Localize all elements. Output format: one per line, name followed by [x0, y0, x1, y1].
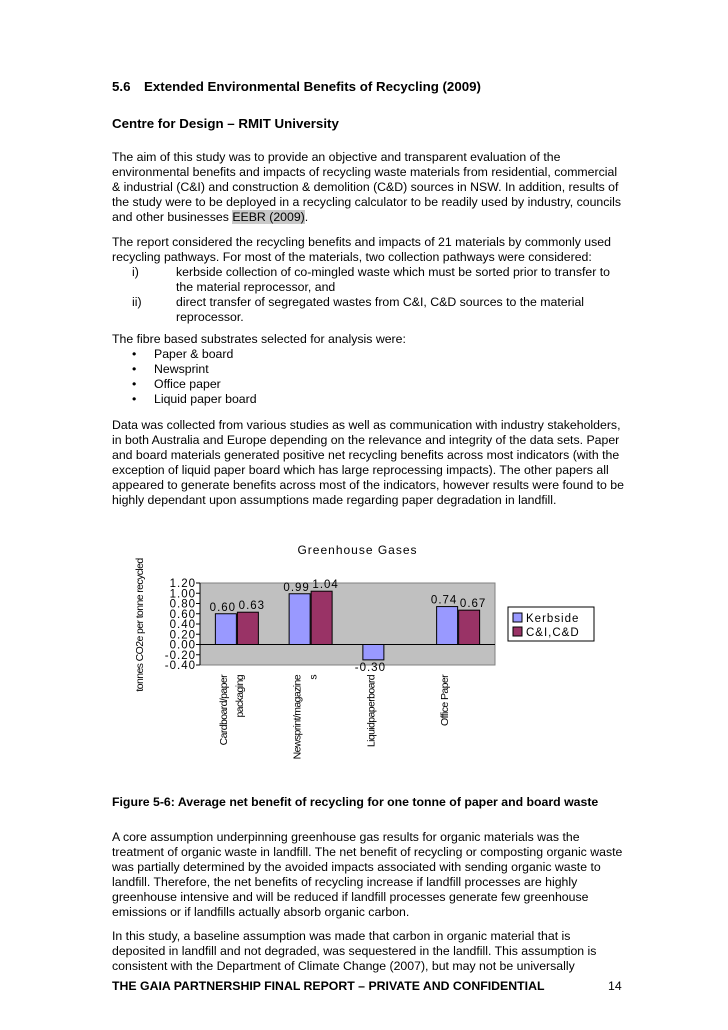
data-label: -0.30 — [354, 661, 386, 674]
paragraph-assumption: A core assumption underpinning greenhouse gas results for organic materials was the treatment of organic waste in landfill. The net benefit of recycling or composting organic waste was partially determined by the avoided impacts associated with sending organic waste to landfill. Therefore, the net benefits of recycling increase if landfill processes are highly greenhouse intensive and will be reduced if landfill processes generate few greenhouse emissions or if landfills actually absorb organic carbon. — [112, 830, 623, 919]
greenhouse-gases-chart — [105, 535, 625, 775]
reference-link[interactable]: EEBR (2009) — [232, 210, 305, 224]
list-item-number: ii) — [132, 295, 142, 309]
paragraph-pathways — [112, 235, 624, 325]
y-tick-label: -0.40 — [164, 660, 196, 672]
bar — [215, 614, 236, 645]
paragraph-substrates — [112, 332, 624, 407]
paragraph-pathways-text: The report considered the recycling benefits and impacts of 21 materials by commonly used recycling pathways. For most of the materials, two collection pathways were considered: — [112, 235, 611, 264]
bar — [363, 645, 384, 660]
data-label: 0.63 — [238, 600, 266, 613]
paragraph-aim-text: The aim of this study was to provide an objective and transparent evaluation of the environmental benefits and impacts of recycling waste materials from residential, commercial & industrial (C&I) and construction & demolition (C&D) sources in NSW. In addition, results of the study were to be deployed in a recycling calculator to be readily used by industry, councils and other businesses — [112, 150, 622, 224]
bar — [459, 610, 480, 644]
category-label: Newsprint/magazine — [291, 675, 304, 760]
list-item-text: direct transfer of segregated wastes from C&I, C&D sources to the material reprocessor. — [176, 295, 585, 324]
y-tick-label: 0.40 — [169, 619, 196, 631]
footer-text: THE GAIA PARTNERSHIP FINAL REPORT – PRIVATE AND CONFIDENTIAL — [112, 979, 545, 993]
legend-label: C&I,C&D — [526, 627, 580, 639]
category-label: Cardboard/paper — [217, 675, 230, 746]
legend-label: Kerbside — [526, 613, 580, 625]
list-item — [112, 295, 624, 325]
list-item — [112, 265, 624, 295]
paragraph-aim-end: . — [304, 210, 309, 224]
pathway-list — [112, 265, 624, 325]
category-label: s — [307, 675, 320, 680]
substrate-list — [112, 347, 624, 407]
organisation-heading: Centre for Design – RMIT University — [112, 116, 339, 131]
y-tick-label: 0.20 — [169, 629, 196, 642]
category-label: Liquidpaperboard — [365, 675, 378, 748]
category-label: Office Paper — [439, 675, 452, 726]
bar — [437, 607, 458, 645]
section-title: Extended Environmental Benefits of Recycling (2009) — [144, 79, 481, 94]
y-tick-label: 1.00 — [169, 588, 196, 601]
chart-title: Greenhouse Gases — [297, 543, 418, 557]
list-item-text: kerbside collection of co-mingled waste which must be sorted prior to transfer to the material reprocessor, and — [176, 265, 611, 294]
data-label: 0.99 — [283, 581, 310, 594]
y-tick-label: 0.00 — [169, 639, 196, 652]
bar — [311, 591, 332, 644]
y-tick-label: 0.60 — [169, 608, 196, 621]
bar — [289, 594, 310, 645]
y-tick-label: -0.20 — [164, 649, 196, 662]
section-heading — [112, 79, 481, 94]
category-label: packaging — [233, 675, 246, 718]
data-label: 1.04 — [312, 579, 339, 592]
list-item: • Paper & board — [112, 347, 624, 362]
figure-caption: Figure 5-6: Average net benefit of recycling for one tonne of paper and board waste — [112, 795, 599, 809]
legend-swatch — [513, 613, 522, 622]
list-item: • Newsprint — [112, 362, 624, 377]
y-tick-label: 0.80 — [169, 598, 196, 611]
y-tick-label: 1.20 — [169, 578, 196, 590]
list-item: • Office paper — [112, 377, 624, 392]
y-axis-label: tonnes CO2e per tonne recycled — [134, 558, 146, 692]
paragraph-substrates-text: The fibre based substrates selected for analysis were: — [112, 332, 406, 346]
section-number: 5.6 — [112, 79, 131, 94]
list-item-number: i) — [132, 265, 139, 279]
data-label: 0.74 — [430, 594, 458, 607]
paragraph-aim — [112, 150, 624, 225]
data-label: 0.67 — [459, 598, 487, 611]
paragraph-baseline: In this study, a baseline assumption was made that carbon in organic material that is deposited in landfill and not degraded, was sequestered in the landfill. This assumption is consistent with the Department of Climate Change (2007), but may not be universally — [112, 929, 597, 973]
bar — [237, 612, 258, 644]
list-item: • Liquid paper board — [112, 392, 624, 407]
page-number: 14 — [608, 979, 622, 993]
data-label: 0.60 — [209, 601, 237, 614]
legend-swatch — [513, 627, 522, 636]
paragraph-data: Data was collected from various studies as well as communication with industry stakeholders, in both Australia and Europe depending on the relevance and integrity of the data sets. Paper and board materials generated positive net recycling benefits across most indicators (with the exception of liquid paper board which has large reprocessing impacts). The other papers all appeared to generate benefits across most of the indicators, however results were found to be highly dependant upon assumptions made regarding paper degradation in landfill. — [112, 418, 624, 507]
